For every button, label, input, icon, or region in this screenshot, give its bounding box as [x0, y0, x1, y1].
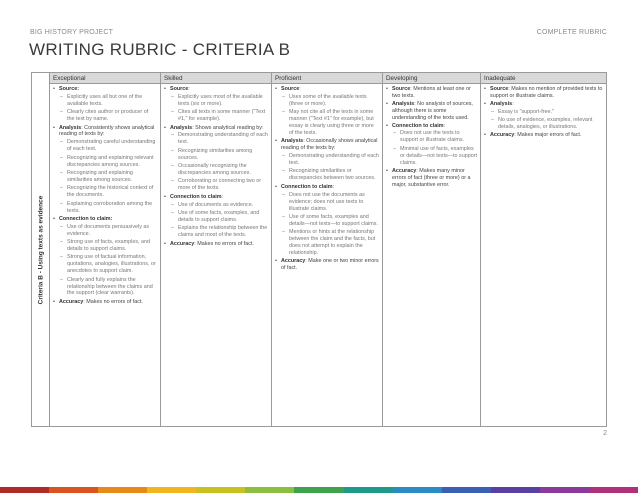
color-bar-segment — [393, 487, 442, 493]
criterion-label: Accuracy — [59, 298, 84, 305]
criterion-label: Connection to claim: — [59, 215, 113, 222]
criterion-sub-item: – Mentions or hints at the relationship between the claim and the facts, but does not attempt to explain the relationship. — [275, 229, 379, 257]
criterion-sub-item: – Strong use of factual information, quotations, analogies, illustrations, or anecdotes to support claim. — [53, 254, 157, 275]
criteria-side-cell — [32, 73, 50, 426]
criterion-text: : No analysis of sources, although there is some understanding of the texts used. — [392, 100, 473, 121]
criterion-sub-item: – Use of documents as evidence. — [164, 202, 268, 209]
complete-rubric-link[interactable]: COMPLETE RUBRIC — [536, 29, 607, 36]
criterion-sub-item: – Strong use of facts, examples, and details to support claims. — [53, 239, 157, 253]
criterion-text: : Makes no errors of fact. — [194, 240, 254, 247]
criterion-bullet — [484, 101, 603, 108]
criterion-sub-item: – No use of evidence, examples, relevant details, analogies, or illustrations. — [484, 117, 603, 131]
criterion-sub-item: – Essay is "support-free." — [484, 109, 603, 116]
criterion-bullet — [386, 101, 477, 122]
criterion-bullet — [164, 125, 268, 132]
criterion-bullet — [484, 132, 603, 139]
criterion-text: : Makes many minor errors of fact (three or more) or a major, substantive error. — [392, 167, 471, 188]
criterion-bullet — [275, 86, 379, 93]
criterion-bullet — [53, 299, 157, 306]
criterion-text: : Occasionally shows analytical reading of the texts by: — [281, 138, 378, 152]
criterion-sub-item: – Explaining corroboration among the texts. — [53, 201, 157, 215]
color-bar-segment — [49, 487, 98, 493]
criterion-sub-item: – May not cite all of the texts in some manner ("Text #1" for example), but essay is clearly using three or more of the texts. — [275, 109, 379, 137]
criterion-bullet — [275, 138, 379, 152]
criterion-bullet — [164, 241, 268, 248]
criterion-sub-item: – Minimal use of facts, examples or details—not texts—to support claims. — [386, 146, 477, 167]
criterion-label: Source — [170, 86, 189, 92]
criterion-text: : Shows analytical reading by: — [192, 124, 264, 131]
column-body — [383, 84, 480, 190]
color-bar-segment — [147, 487, 196, 493]
criterion-text: : — [221, 193, 224, 200]
criterion-sub-item: – Use of some facts, examples and details—not texts—to support claims. — [275, 214, 379, 228]
criterion-label: Analysis — [281, 138, 304, 145]
criterion-bullet — [164, 194, 268, 201]
rubric-column-inadequate — [481, 73, 606, 426]
criterion-bullet — [484, 86, 603, 100]
criterion-text: : — [332, 183, 335, 190]
criterion-sub-item: – Use of documents persuasively as evidence. — [53, 224, 157, 238]
criterion-label: Analysis — [59, 124, 82, 131]
criterion-bullet — [275, 184, 379, 191]
color-bar-segment — [442, 487, 491, 493]
project-label: BIG HISTORY PROJECT — [30, 29, 114, 36]
criterion-text: : Makes major errors of fact. — [514, 132, 582, 139]
page-title: WRITING RUBRIC - CRITERIA B — [29, 40, 291, 59]
color-bar-segment — [491, 487, 540, 493]
color-bar-segment — [344, 487, 393, 493]
criterion-label: Accuracy — [170, 240, 195, 247]
criterion-text: : — [512, 100, 514, 107]
column-body — [481, 84, 606, 140]
criterion-sub-item: – Demonstrating understanding of each text. — [275, 153, 379, 167]
column-header: Inadequate — [481, 73, 606, 84]
criterion-bullet — [386, 123, 477, 130]
criterion-label: Analysis — [392, 100, 415, 107]
color-bar-segment — [540, 487, 589, 493]
color-bar-segment — [0, 487, 49, 493]
criterion-text: : — [299, 86, 301, 92]
criterion-sub-item: – Explicitly uses most of the available texts (six or more). — [164, 94, 268, 108]
criterion-sub-item: – Does not use the documents as evidence; does not use texts to illustrate claims. — [275, 192, 379, 213]
criterion-label: Accuracy — [392, 167, 417, 174]
criterion-sub-item: – Recognizing similarities or discrepancies between two sources. — [275, 168, 379, 182]
criterion-label: Source — [490, 86, 509, 92]
criterion-sub-item: – Recognizing similarities among sources. — [164, 148, 268, 162]
criterion-label: Analysis — [490, 100, 513, 107]
rubric-table — [31, 72, 607, 427]
criterion-sub-item: – Recognizing and explaining similarities among sources. — [53, 170, 157, 184]
criterion-sub-item: – Corroborating or connecting two or more of the texts. — [164, 178, 268, 192]
criterion-label: Accuracy — [490, 132, 515, 139]
criterion-bullet — [53, 216, 157, 223]
color-bar-segment — [98, 487, 147, 493]
column-body — [161, 84, 271, 249]
criterion-bullet — [275, 258, 379, 272]
page-number: 2 — [603, 430, 607, 437]
color-bar-segment — [196, 487, 245, 493]
column-header: Proficient — [272, 73, 382, 84]
criterion-bullet — [164, 86, 268, 93]
criterion-sub-item: – Explains the relationship between the claims and most of the texts. — [164, 225, 268, 239]
criterion-sub-item: – Explicitly uses all but one of the available texts. — [53, 94, 157, 108]
criterion-sub-item: – Clearly cites author or producer of the text by name. — [53, 109, 157, 123]
criterion-text: : — [188, 86, 190, 92]
criterion-sub-item: – Demonstrating careful understanding of each text. — [53, 139, 157, 153]
column-header: Developing — [383, 73, 480, 84]
criterion-sub-item: – Uses some of the available texts (three or more). — [275, 94, 379, 108]
criterion-sub-item: – Cites all texts in some manner ("Text #1," for example). — [164, 109, 268, 123]
criterion-text: : Consistently shows analytical reading of texts by: — [59, 124, 155, 138]
criterion-sub-item: – Use of some facts, examples, and details to support claims. — [164, 210, 268, 224]
criterion-bullet — [386, 168, 477, 189]
criterion-sub-item: – Does not use the texts to support or illustrate claims. — [386, 130, 477, 144]
criterion-label: Connection to claim — [170, 193, 222, 200]
criterion-sub-item: – Occasionally recognizing the discrepancies among sources. — [164, 163, 268, 177]
criterion-label: Connection to claim — [392, 122, 444, 129]
criterion-bullet — [386, 86, 477, 100]
rubric-column-proficient — [272, 73, 383, 426]
criterion-label: Analysis — [170, 124, 193, 131]
criterion-label: Connection to claim — [281, 183, 333, 190]
criterion-text: : Makes no mention of provided texts to support or illustrate claims. — [490, 86, 603, 99]
criterion-text: : Make one or two minor errors of fact. — [281, 258, 379, 272]
criterion-text: : Mentions at least one or two texts. — [392, 86, 471, 99]
criterion-label: Accuracy — [281, 258, 306, 265]
criterion-label: Source — [281, 86, 300, 92]
color-bar-segment — [294, 487, 343, 493]
color-bar-segment — [245, 487, 294, 493]
criterion-sub-item: – Recognizing and explaining relevant discrepancies among sources. — [53, 155, 157, 169]
criterion-bullet — [53, 125, 157, 139]
color-bar — [0, 487, 638, 493]
rubric-column-skilled — [161, 73, 272, 426]
rubric-grid — [50, 73, 606, 426]
criterion-text: : Makes no errors of fact. — [83, 298, 143, 305]
column-header: Skilled — [161, 73, 271, 84]
criterion-sub-item: – Demonstrating understanding of each text. — [164, 132, 268, 146]
rubric-column-exceptional — [50, 73, 161, 426]
column-body — [50, 84, 160, 307]
column-body — [272, 84, 382, 273]
rubric-column-developing — [383, 73, 481, 426]
criterion-sub-item: – Clearly and fully explains the relationship between the claims and the support (clear warrants). — [53, 277, 157, 298]
criterion-label: Source — [392, 86, 411, 92]
criterion-label: Source: — [59, 86, 80, 92]
column-header: Exceptional — [50, 73, 160, 84]
criterion-bullet — [53, 86, 157, 93]
criterion-sub-item: – Recognizing the historical context of the documents. — [53, 185, 157, 199]
criterion-text: : — [443, 122, 446, 129]
criteria-side-label: Criteria B - Using texts as evidence — [37, 195, 45, 304]
color-bar-segment — [589, 487, 638, 493]
